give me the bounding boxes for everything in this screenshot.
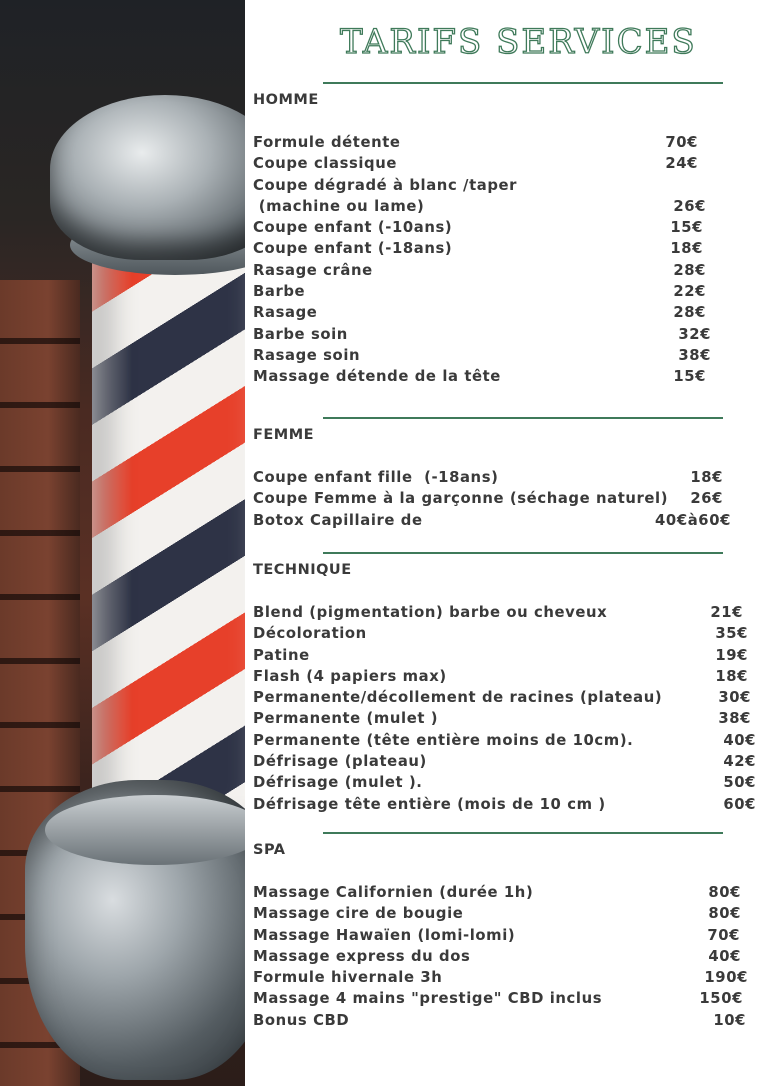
- price-row: [253, 884, 763, 905]
- section-header: [253, 842, 763, 862]
- service-name: Flash (4 papiers max): [253, 667, 447, 685]
- section-header: [253, 92, 763, 112]
- section-header: [253, 427, 763, 447]
- section-femme: [253, 427, 763, 533]
- service-name: Rasage: [253, 304, 318, 322]
- service-name: Blend (pigmentation) barbe ou cheveux: [253, 604, 608, 621]
- service-name: Décoloration: [253, 625, 367, 643]
- price-row: [253, 668, 763, 689]
- service-name: Massage 4 mains "prestige" CBD inclus: [253, 990, 603, 1008]
- service-price: 22€: [673, 283, 706, 301]
- price-row: [253, 304, 763, 325]
- service-price: 21€: [710, 604, 743, 621]
- service-name: Massage Hawaïen (lomi-lomi): [253, 926, 516, 944]
- page-title: TARIFS SERVICES: [340, 22, 697, 62]
- price-row: [253, 368, 763, 389]
- service-price: 28€: [673, 304, 706, 322]
- section-label: SPA: [253, 842, 286, 858]
- section-divider: [323, 552, 723, 554]
- section-label: FEMME: [253, 427, 315, 443]
- price-row: [253, 990, 763, 1011]
- section-header: [253, 562, 763, 582]
- section-label: TECHNIQUE: [253, 562, 352, 578]
- section-divider: [323, 417, 723, 419]
- price-row: [253, 219, 763, 240]
- price-items: [253, 469, 763, 533]
- service-price: 18€: [690, 469, 723, 486]
- price-row: [253, 240, 763, 261]
- service-name: Formule détente: [253, 134, 401, 151]
- service-price: 10€: [713, 1011, 746, 1029]
- price-row: [253, 134, 763, 155]
- service-price: 40€: [708, 947, 741, 965]
- service-price: 26€: [690, 490, 723, 508]
- service-price: 40€: [723, 731, 756, 749]
- price-row: [253, 604, 763, 625]
- service-name: Patine: [253, 646, 310, 664]
- price-row: [253, 347, 763, 368]
- service-name: Coupe enfant (-10ans): [253, 219, 453, 237]
- service-name: Massage détende de la tête: [253, 368, 501, 386]
- service-name: Botox Capillaire de: [253, 511, 423, 529]
- service-name: Coupe dégradé à blanc /taper: [253, 176, 518, 194]
- service-price: 80€: [708, 905, 741, 923]
- service-price: 190€: [704, 969, 748, 987]
- price-row: [253, 647, 763, 668]
- service-name: Formule hivernale 3h: [253, 969, 443, 987]
- service-name: Massage express du dos: [253, 947, 471, 965]
- service-price: 24€: [665, 155, 698, 173]
- price-row: [253, 198, 763, 219]
- price-row: [253, 796, 763, 817]
- service-price: 28€: [673, 261, 706, 279]
- service-price: 19€: [715, 646, 748, 664]
- service-name: Permanente (tête entière moins de 10cm).: [253, 731, 634, 749]
- price-list: [245, 0, 768, 1086]
- price-row: [253, 948, 763, 969]
- price-row: [253, 732, 763, 753]
- service-price: 15€: [670, 219, 703, 237]
- service-price: 32€: [678, 325, 711, 343]
- pole-top-cap: [50, 95, 245, 260]
- barber-pole-photo: [0, 0, 245, 1086]
- section-technique: [253, 562, 763, 817]
- service-price: 38€: [718, 710, 751, 728]
- price-row: [253, 905, 763, 926]
- service-name: Barbe: [253, 283, 306, 301]
- service-name: Défrisage (plateau): [253, 753, 427, 771]
- service-name: Coupe enfant fille (-18ans): [253, 469, 499, 486]
- service-price: 70€: [707, 926, 740, 944]
- price-row: [253, 774, 763, 795]
- service-price: 70€: [665, 134, 698, 151]
- price-row: [253, 155, 763, 176]
- section-divider: [323, 832, 723, 834]
- service-name: Massage cire de bougie: [253, 905, 464, 923]
- service-price: 35€: [715, 625, 748, 643]
- service-name: Barbe soin: [253, 325, 348, 343]
- price-row: [253, 927, 763, 948]
- service-name: Massage Californien (durée 1h): [253, 884, 534, 901]
- service-name: Coupe enfant (-18ans): [253, 240, 453, 258]
- price-row: [253, 969, 763, 990]
- service-name: Défrisage (mulet ).: [253, 774, 423, 792]
- service-price: 15€: [673, 368, 706, 386]
- price-row: [253, 177, 763, 198]
- price-row: [253, 262, 763, 283]
- price-row: [253, 326, 763, 347]
- price-row: [253, 283, 763, 304]
- service-price: 40€à60€: [655, 511, 731, 529]
- service-name: Rasage soin: [253, 346, 361, 364]
- section-divider: [323, 82, 723, 84]
- price-row: [253, 512, 763, 533]
- section-spa: [253, 842, 763, 1033]
- service-name: Coupe Femme à la garçonne (séchage naturel): [253, 490, 669, 508]
- section-label: HOMME: [253, 92, 319, 108]
- price-row: [253, 753, 763, 774]
- service-price: 80€: [708, 884, 741, 901]
- service-name: Permanente (mulet ): [253, 710, 439, 728]
- price-row: [253, 1012, 763, 1033]
- service-price: 30€: [718, 689, 751, 707]
- service-name: Rasage crâne: [253, 261, 373, 279]
- service-price: 26€: [673, 197, 706, 215]
- service-name: Coupe classique: [253, 155, 398, 173]
- section-homme: [253, 92, 763, 390]
- service-name: Bonus CBD: [253, 1011, 350, 1029]
- price-row: [253, 490, 763, 511]
- price-items: [253, 134, 763, 390]
- price-items: [253, 604, 763, 817]
- pole-stripes: [92, 235, 245, 825]
- service-price: 42€: [723, 753, 756, 771]
- price-row: [253, 689, 763, 710]
- service-name: Permanente/décollement de racines (plateau): [253, 689, 663, 707]
- service-name: (machine ou lame): [253, 197, 425, 215]
- price-row: [253, 625, 763, 646]
- price-row: [253, 469, 763, 490]
- service-price: 60€: [723, 795, 756, 813]
- price-items: [253, 884, 763, 1033]
- service-price: 18€: [670, 240, 703, 258]
- service-price: 150€: [699, 990, 743, 1008]
- service-price: 18€: [715, 667, 748, 685]
- service-price: 50€: [723, 774, 756, 792]
- price-row: [253, 710, 763, 731]
- service-price: 38€: [678, 346, 711, 364]
- service-name: Défrisage tête entière (mois de 10 cm ): [253, 795, 606, 813]
